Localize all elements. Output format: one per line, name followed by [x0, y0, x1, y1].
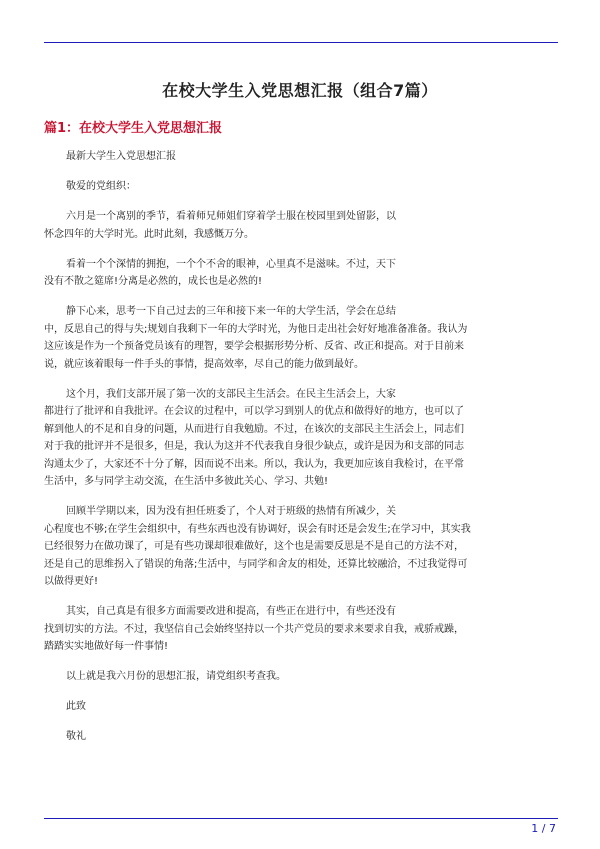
paragraph-8: 其实，自己真是有很多方面需要改进和提高，有些正在进行中，有些还没有 找到切实的方法。不过，我坚信自己会始终坚持以一个共产党员的要求来要求自我，戒骄戒躁， 踏踏实实地做好每一件事情!	[44, 606, 464, 652]
paragraph-4: 看着一个个深情的拥抱，一个个不舍的眼神，心里真不是滋味。不过，天下 没有不散之筵席!分离是必然的，成长也是必然的!	[44, 258, 396, 287]
paragraph-3: 六月是一个离别的季节，看着师兄师姐们穿着学士服在校园里到处留影，以 怀念四年的大学时光。此时此刻，我感慨万分。	[44, 211, 396, 240]
section-heading: 篇1：在校大学生入党思想汇报	[44, 121, 223, 136]
paragraph-7: 回顾半学期以来，因为没有担任班委了，个人对于班级的热情有所减少，关 心程度也不够;在学生会组织中，有些东西也没有协调好，误会有时还是会发生;在学习中，其实我 已经很努力在做功课了，可是有些功课却很难做好，这个也是需要反思是不是自己的方法不对， 还是自己的思维拐入了错误的角落;生活中，与同学和舍友的相处，还算比较融洽，不过我觉得可 以做得更好!	[44, 506, 471, 587]
paragraph-6: 这个月，我们支部开展了第一次的支部民主生活会。在民主生活会上，大家 都进行了批评和自我批评。在会议的过程中，可以学习到别人的优点和做得好的地方，也可以了 解到他人的不足和自身的问题，从而进行自我勉励。不过，在该次的支部民主生活会上，同志们 对于我的批评并不是很多，但是，我认为这并不代表我自身很少缺点，或许是因为和支部的同志 沟通太少了，大家还不十分了解，因而说不出来。所以，我认为，我更加应该自我检讨，在平常 生活中，多与同学主动交流，在生活中多彼此关心、学习、共勉!	[44, 388, 464, 487]
header-rule	[44, 42, 558, 43]
paragraph-1: 最新大学生入党思想汇报	[66, 151, 176, 162]
paragraph-5: 静下心来，思考一下自己过去的三年和接下来一年的大学生活，学会在总结 中，反思自己的得与失;规划自我剩下一年的大学时光，为他日走出社会好好地准备准备。我认为 这应该是作为一个预备党员该有的理智，要学会根据形势分析、反省、改正和提高。对于目前来 说，就应该着眼每一件手头的事情，提高效率，尽自己的能力做到最好。	[44, 306, 468, 370]
paragraph-2: 敬爱的党组织：	[66, 181, 136, 192]
page-indicator: 1 / 7	[531, 822, 556, 835]
document-title: 在校大学生入党思想汇报（组合7篇）	[162, 81, 438, 100]
paragraph-10: 此致	[66, 701, 86, 712]
paragraph-9: 以上就是我六月份的思想汇报，请党组织考查我。	[66, 671, 286, 682]
paragraph-11: 敬礼	[66, 731, 86, 742]
footer-rule	[44, 818, 558, 819]
document-body	[44, 148, 556, 758]
